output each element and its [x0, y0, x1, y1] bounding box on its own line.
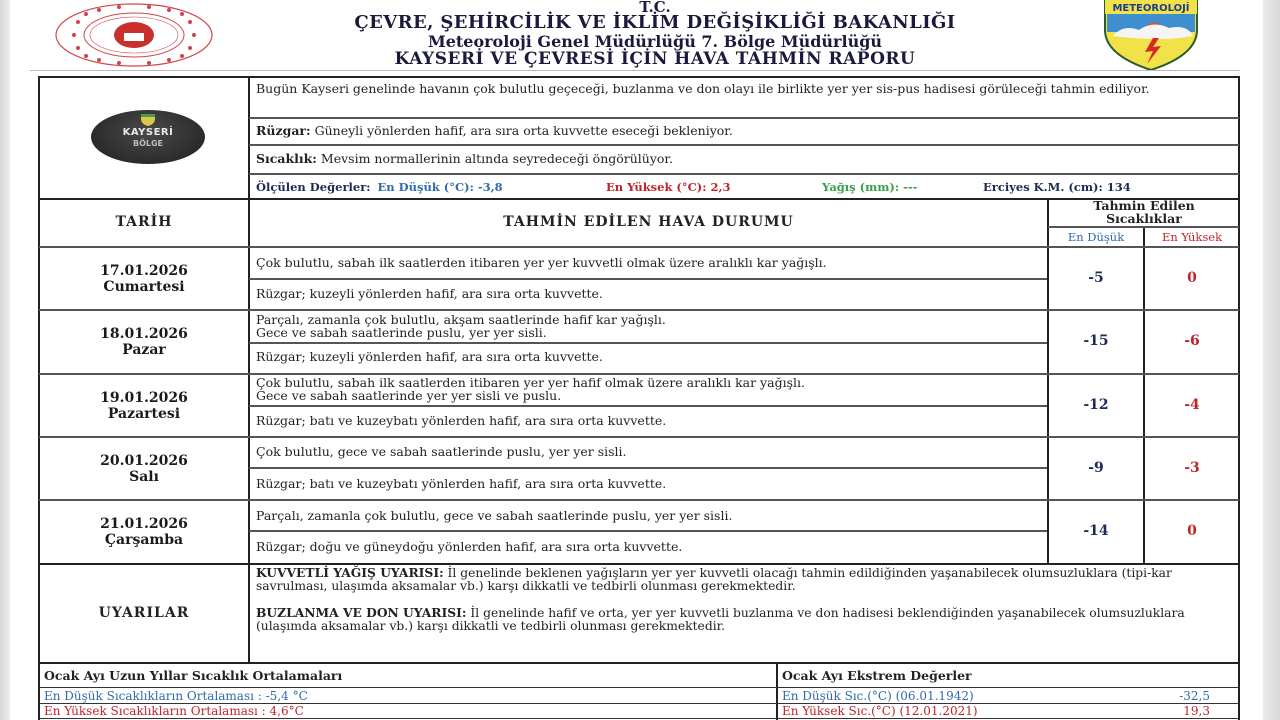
row-max-temp: -4	[1184, 397, 1200, 413]
row-min-temp: -15	[1083, 333, 1109, 349]
row-max-temp: 0	[1187, 523, 1197, 539]
col-header-temps-2: Sıcaklıklar	[1106, 211, 1182, 226]
ministry-name: ÇEVRE, ŞEHİRCİLİK VE İKLİM DEĞİŞİKLİĞİ BAKANLIĞI	[354, 12, 956, 33]
col-header-temps-1: Tahmin Edilen	[1093, 198, 1195, 213]
row-wind: Rüzgar; doğu ve güneydoğu yönlerden hafif, ara sıra orta kuvvette.	[256, 539, 683, 554]
extremes-max-value: 19,3	[1183, 704, 1210, 718]
table-col-rule-1	[248, 198, 250, 565]
climate-rule-3	[39, 718, 1239, 719]
averages-max: En Yüksek Sıcaklıkların Ortalaması : 4,6°C	[44, 704, 304, 718]
row-rule-3	[39, 436, 1239, 438]
summary-general: Bugün Kayseri genelinde havanın çok bulutlu geçeceği, buzlanma ve don olayı ile birlikte yer yer sis-pus hadisesi görüleceği tahmin ediliyor.	[256, 81, 1150, 96]
climate-rule-1	[39, 687, 1239, 688]
row-weather: Parçalı, zamanla çok bulutlu, gece ve sabah saatlerinde puslu, yer yer sisli.	[256, 508, 733, 523]
row-wind: Rüzgar; kuzeyli yönlerden hafif, ara sıra orta kuvvette.	[256, 286, 603, 301]
row-inner-rule	[249, 405, 1047, 407]
row-date: 21.01.2026	[100, 516, 188, 532]
report-title: KAYSERİ VE ÇEVRESİ İÇİN HAVA TAHMİN RAPORU	[394, 49, 916, 69]
measured-max: En Yüksek (°C): 2,3	[606, 180, 731, 194]
table-col-rule-2	[1047, 198, 1049, 565]
col-header-forecast: TAHMİN EDİLEN HAVA DURUMU	[503, 214, 794, 230]
temp-label: Sıcaklık:	[256, 151, 317, 166]
warning-heavy-precip	[256, 566, 1231, 593]
row-weather: Çok bulutlu, gece ve sabah saatlerinde puslu, yer yer sisli.	[256, 444, 627, 459]
summary-temp	[256, 152, 1236, 166]
warning-icing-frost	[256, 606, 1231, 633]
measured-values	[256, 180, 1236, 194]
row-min-temp: -5	[1088, 270, 1104, 286]
col-header-min: En Düşük	[1067, 230, 1125, 244]
left-margin	[0, 0, 10, 720]
row-inner-rule	[249, 467, 1047, 469]
met-logo-text: METEOROLOJİ	[1112, 3, 1190, 14]
extremes-min-label: En Düşük Sıc.(°C) (06.01.1942)	[782, 689, 974, 703]
header-divider	[30, 70, 1240, 71]
meteoroloji-logo-icon	[1103, 0, 1199, 70]
wind-text: Güneyli yönlerden hafif, ara sıra orta kuvvette eseceği bekleniyor.	[314, 123, 733, 138]
row-day: Pazartesi	[107, 406, 181, 422]
climate-divider	[776, 662, 778, 720]
measured-precip: Yağış (mm): ---	[822, 180, 918, 194]
ministry-seal-icon	[54, 2, 214, 68]
row-min-temp: -9	[1088, 460, 1104, 476]
row-wind: Rüzgar; batı ve kuzeybatı yönlerden hafif, ara sıra orta kuvvette.	[256, 413, 667, 428]
row-day: Pazar	[122, 342, 166, 358]
wind-label: Rüzgar:	[256, 123, 311, 138]
col-header-date: TARİH	[115, 214, 173, 230]
warnings-label: UYARILAR	[98, 605, 190, 621]
row-weather: Çok bulutlu, sabah ilk saatlerden itibaren yer yer kuvvetli olmak üzere aralıklı kar yağışlı.	[256, 255, 827, 270]
row-inner-rule	[249, 530, 1047, 532]
row-date: 17.01.2026	[100, 263, 188, 279]
summary-wind	[256, 124, 1236, 138]
report-header	[0, 0, 1280, 74]
row-date: 19.01.2026	[100, 390, 188, 406]
row-max-temp: 0	[1187, 270, 1197, 286]
row-min-temp: -14	[1083, 523, 1109, 539]
row-rule-4	[39, 499, 1239, 501]
row-weather: Parçalı, zamanla çok bulutlu, akşam saatlerinde hafif kar yağışlı.	[256, 312, 666, 327]
temp-text: Mevsim normallerinin altında seyredeceği öngörülüyor.	[320, 151, 674, 166]
summary-rule-2	[249, 144, 1239, 146]
row-max-temp: -3	[1184, 460, 1200, 476]
warning-2-text: İl genelinde hafif ve orta, yer yer kuvvetli buzlanma ve don hadisesi beklendiğinden yaşanabilecek olumsuzluklara (ulaşımda aksamalar vb.) karşı dikkatli ve tedbirli olunması gerekmektedir.	[256, 606, 1185, 633]
measured-label: Ölçülen Değerler:	[256, 180, 371, 194]
row-weather: Çok bulutlu, sabah ilk saatlerden itibaren yer yer hafif olmak üzere aralıklı kar yağışlı.	[256, 375, 805, 390]
row-day: Çarşamba	[104, 532, 184, 548]
row-wind: Rüzgar; batı ve kuzeybatı yönlerden hafif, ara sıra orta kuvvette.	[256, 476, 667, 491]
averages-min: En Düşük Sıcaklıkların Ortalaması : -5,4 °C	[44, 689, 308, 703]
row-day: Cumartesi	[103, 279, 185, 295]
region-badge	[91, 110, 205, 164]
right-margin	[1263, 0, 1280, 720]
row-day: Salı	[129, 469, 159, 485]
header-row-rule	[39, 246, 1239, 248]
extremes-title: Ocak Ayı Ekstrem Değerler	[782, 668, 972, 683]
row-rule-1	[39, 309, 1239, 311]
warnings-divider	[248, 563, 250, 664]
summary-rule-1	[249, 117, 1239, 119]
row-weather-2: Gece ve sabah saatlerinde yer yer sisli ve puslu.	[256, 388, 562, 403]
extremes-max-label: En Yüksek Sıc.(°C) (12.01.2021)	[782, 704, 978, 718]
summary-rule-3	[249, 173, 1239, 175]
row-inner-rule	[249, 278, 1047, 280]
extremes-min-value: -32,5	[1179, 689, 1210, 703]
row-inner-rule	[249, 342, 1047, 344]
row-wind: Rüzgar; kuzeyli yönlerden hafif, ara sıra orta kuvvette.	[256, 349, 603, 364]
kayseri-shield-icon	[140, 114, 156, 126]
row-weather-2: Gece ve sabah saatlerinde puslu, yer yer sisli.	[256, 325, 547, 340]
row-date: 20.01.2026	[100, 453, 188, 469]
measured-min: En Düşük (°C): -3,8	[377, 180, 503, 194]
warning-1-title: KUVVETLİ YAĞIŞ UYARISI:	[256, 565, 444, 580]
row-max-temp: -6	[1184, 333, 1200, 349]
col-header-max: En Yüksek	[1161, 230, 1223, 244]
measured-erciyes: Erciyes K.M. (cm): 134	[983, 180, 1131, 194]
summary-divider	[248, 76, 250, 200]
row-min-temp: -12	[1083, 397, 1109, 413]
header-tc: T.C.	[639, 0, 671, 16]
directorate-name: Meteoroloji Genel Müdürlüğü 7. Bölge Müdürlüğü	[427, 32, 883, 51]
row-date: 18.01.2026	[100, 326, 188, 342]
warning-2-title: BUZLANMA VE DON UYARISI:	[256, 605, 467, 620]
temps-header-rule	[1048, 226, 1239, 228]
region-badge-line1: KAYSERİ	[122, 127, 174, 138]
averages-title: Ocak Ayı Uzun Yıllar Sıcaklık Ortalamaları	[44, 668, 343, 683]
warning-1-text: İl genelinde beklenen yağışların yer yer kuvvetli olacağı tahmin edildiğinden yaşanabilecek olumsuzluklara (tipi-kar savrulması, ulaşımda aksamalar vb.) karşı dikkatli ve tedbirli olunması gerekmektedir.	[256, 566, 1172, 593]
region-badge-line2: BÖLGE	[132, 139, 164, 148]
